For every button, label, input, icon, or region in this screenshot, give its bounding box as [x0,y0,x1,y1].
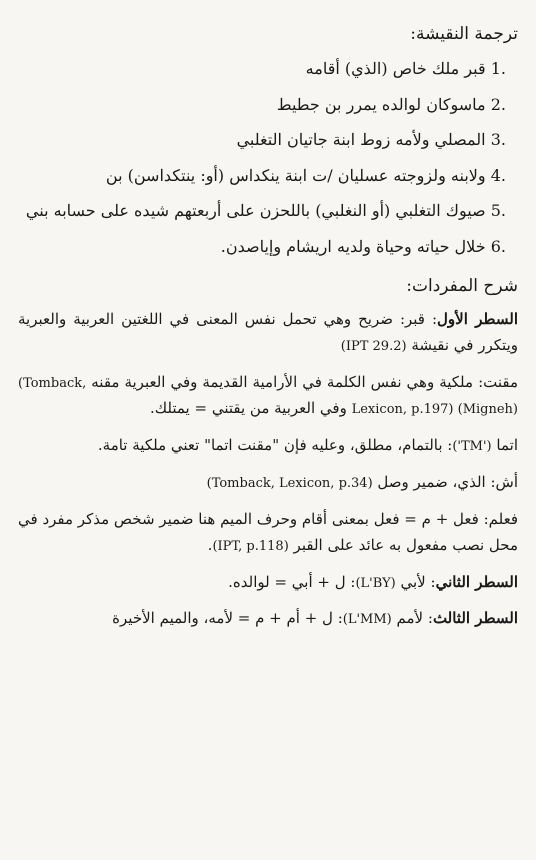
item-number: .5 [490,201,506,221]
paragraph-text: . [207,535,213,554]
paragraph-miqnat [18,369,518,423]
item-number: .2 [490,94,506,114]
paragraph-ash [18,469,518,496]
item-text: ولابنه ولزوجته عسليان /ت ابنة ينكداس (أو: ينتكداسن) بن [105,165,486,185]
bold-label: السطر الأول [437,309,518,328]
paragraph-text: : لأبي [395,572,436,591]
paragraph-text: أش: الذي، ضمير وصل [372,472,518,491]
list-item [18,90,518,120]
item-number: .3 [490,130,506,150]
item-number: .4 [490,165,506,185]
reference: ('TM') [452,439,492,455]
paragraph-text: وفي العربية من يقتني = يمتلك. [149,399,352,418]
paragraph-text: : لأمم [391,609,433,628]
paragraph-text: : ل + أم + م = لأمه، والميم الأخيرة [112,609,343,628]
item-text: المصلي ولأمه زوط ابنة جاتيان التغلبي [236,130,486,150]
reference: (L'BY) [355,575,396,591]
paragraph-text: : ل + أبي = لوالده. [228,572,356,591]
item-number: .1 [490,59,506,78]
item-number: .6 [490,236,506,256]
item-text: ماسوكان لوالده يمرر بن جطيط [276,94,486,114]
paragraph-text: اتما [491,436,518,455]
list-item [18,54,518,84]
bold-label: السطر الثالث [432,609,518,628]
list-item [18,232,518,262]
paragraph-atma [18,432,518,459]
vocabulary-heading: شرح المفردات: [406,275,518,296]
paragraph-text: : قبر: ضريح وهي تحمل نفس المعنى في اللغتين العربية والعبرية ويتكرر في نقيشة [18,309,518,354]
paragraph-line-three [18,605,518,632]
paragraph-faalam [18,506,518,559]
paragraph-text: فعلم: فعل + م = فعل بمعنى أقام وحرف الميم هنا ضمير شخص مذكر مفرد في محل نصب مفعول به عائد على القبر [18,509,518,554]
list-item [18,161,518,191]
translation-heading: ترجمة النقيشة: [410,24,518,44]
paragraph-line-two [18,569,518,596]
paragraph-text: : بالتمام، مطلق، وعليه فإن "مقنت اتما" تعني ملكية تامة. [97,436,453,455]
reference: (L'MM) [342,612,392,628]
bold-label: السطر الثاني [435,572,518,591]
reference: (IPT 29.2) [340,338,407,354]
item-text: خلال حياته وحياة ولديه اريشام وإياصدن. [220,236,486,256]
reference: (Tomback, Lexicon, p.34) [206,475,373,491]
item-text: قبر ملك خاص (الذي) أقامه [305,59,486,78]
item-text: صيوك التغلبي (أو النغلبي) باللحزن على أربعتهم شيده على حسابه بني [25,201,486,221]
paragraph-line-one [18,306,518,359]
paragraph-text: مقنت: ملكية وهي نفس الكلمة في الأرامية القديمة وفي العبرية مقنه [86,372,518,391]
translation-list [18,54,518,262]
reference: (IPT, p.118) [212,538,289,554]
list-item [18,196,518,226]
list-item [18,125,518,155]
reference: (Tomback, Lexicon, p.197) (Migneh) [18,375,518,418]
